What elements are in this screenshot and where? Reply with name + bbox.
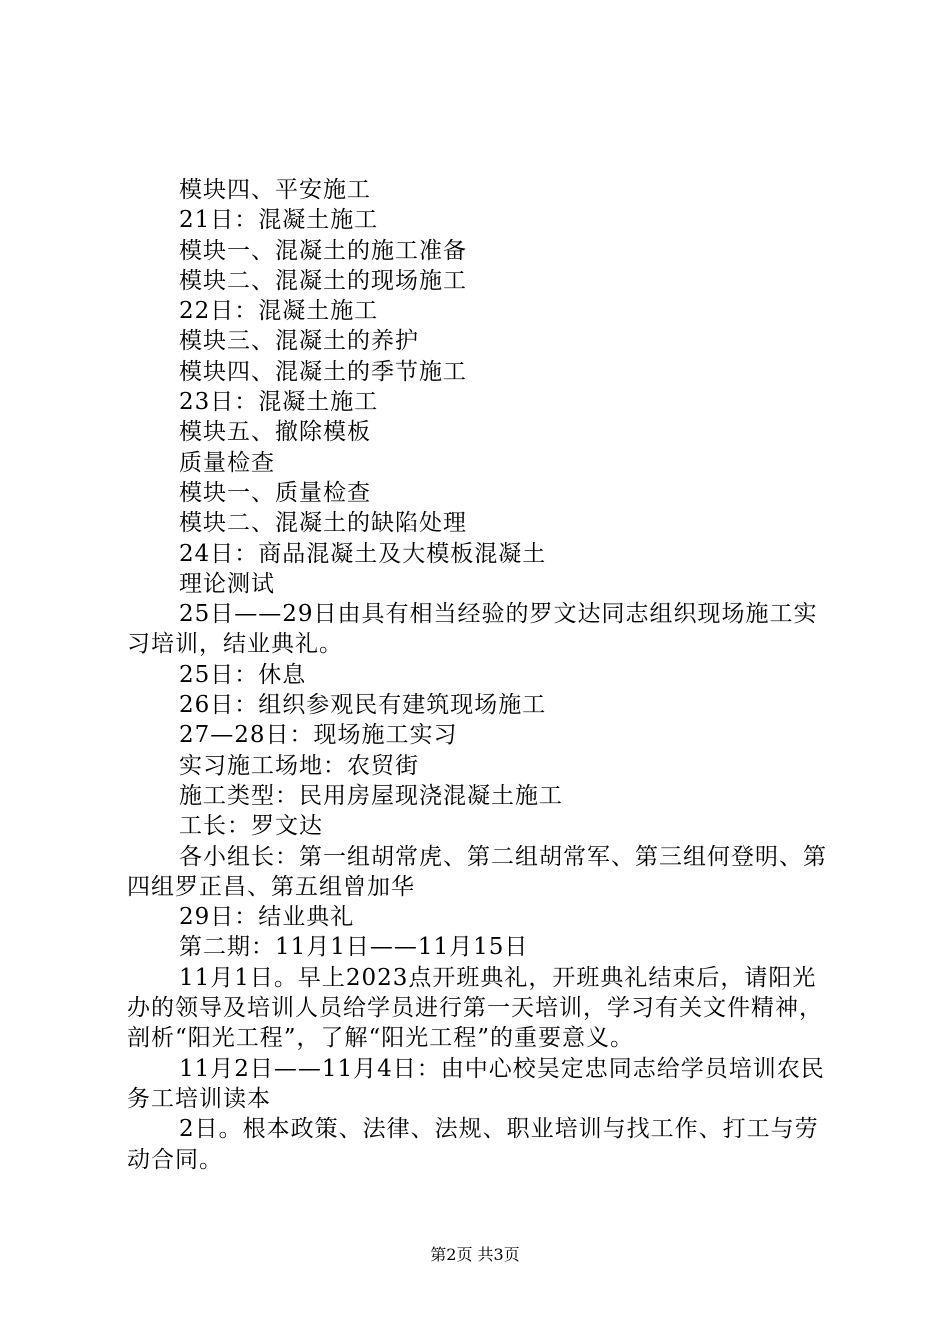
- paragraph: 模块三、混凝土的养护: [179, 328, 419, 355]
- paragraph: 25日：休息: [179, 661, 307, 688]
- paragraph: 模块一、质量检查: [179, 479, 371, 506]
- paragraph: 实习施工场地：农贸街: [179, 752, 419, 779]
- paragraph: 工长：罗文达: [179, 813, 323, 840]
- paragraph: 模块二、混凝土的缺陷处理: [179, 510, 467, 537]
- paragraph: 24日：商品混凝土及大模板混凝土: [179, 540, 547, 567]
- document-body: [127, 175, 837, 1175]
- paragraph: 25日——29日由具有相当经验的罗文达同志组织现场施工实习培训，结业典礼。: [127, 601, 818, 658]
- paragraph: 第二期：11月1日——11月15日: [179, 934, 529, 961]
- paragraph: 各小组长：第一组胡常虎、第二组胡常军、第三组何登明、第四组罗正昌、第五组曾加华: [127, 843, 827, 900]
- paragraph: 23日：混凝土施工: [179, 389, 379, 416]
- paragraph: 模块五、撤除模板: [179, 419, 371, 446]
- paragraph: 模块四、混凝土的季节施工: [179, 358, 467, 385]
- page-footer: 第2页 共3页: [430, 1245, 520, 1264]
- paragraph: 29日：结业典礼: [179, 904, 355, 931]
- paragraph: 模块四、平安施工: [179, 177, 371, 203]
- paragraph: 27—28日：现场施工实习: [179, 722, 458, 749]
- paragraph: 22日：混凝土施工: [179, 298, 379, 325]
- paragraph: 理论测试: [179, 570, 275, 597]
- paragraph: 施工类型：民用房屋现浇混凝土施工: [179, 782, 563, 809]
- paragraph: 11月1日。早上2023点开班典礼，开班典礼结束后，请阳光办的领导及培训人员给学员进行第一天培训，学习有关文件精神，剖析“阳光工程”，了解“阳光工程”的重要意义。: [127, 964, 823, 1052]
- paragraph: 26日：组织参观民有建筑现场施工: [179, 692, 547, 719]
- paragraph: 2日。根本政策、法律、法规、职业培训与找工作、打工与劳动合同。: [127, 1116, 819, 1173]
- paragraph: 21日：混凝土施工: [179, 207, 379, 234]
- paragraph: 模块一、混凝土的施工准备: [179, 237, 467, 264]
- paragraph: 模块二、混凝土的现场施工: [179, 267, 467, 294]
- paragraph: 质量检查: [179, 449, 275, 476]
- paragraph: 11月2日——11月4日：由中心校吴定忠同志给学员培训农民务工培训读本: [127, 1055, 825, 1112]
